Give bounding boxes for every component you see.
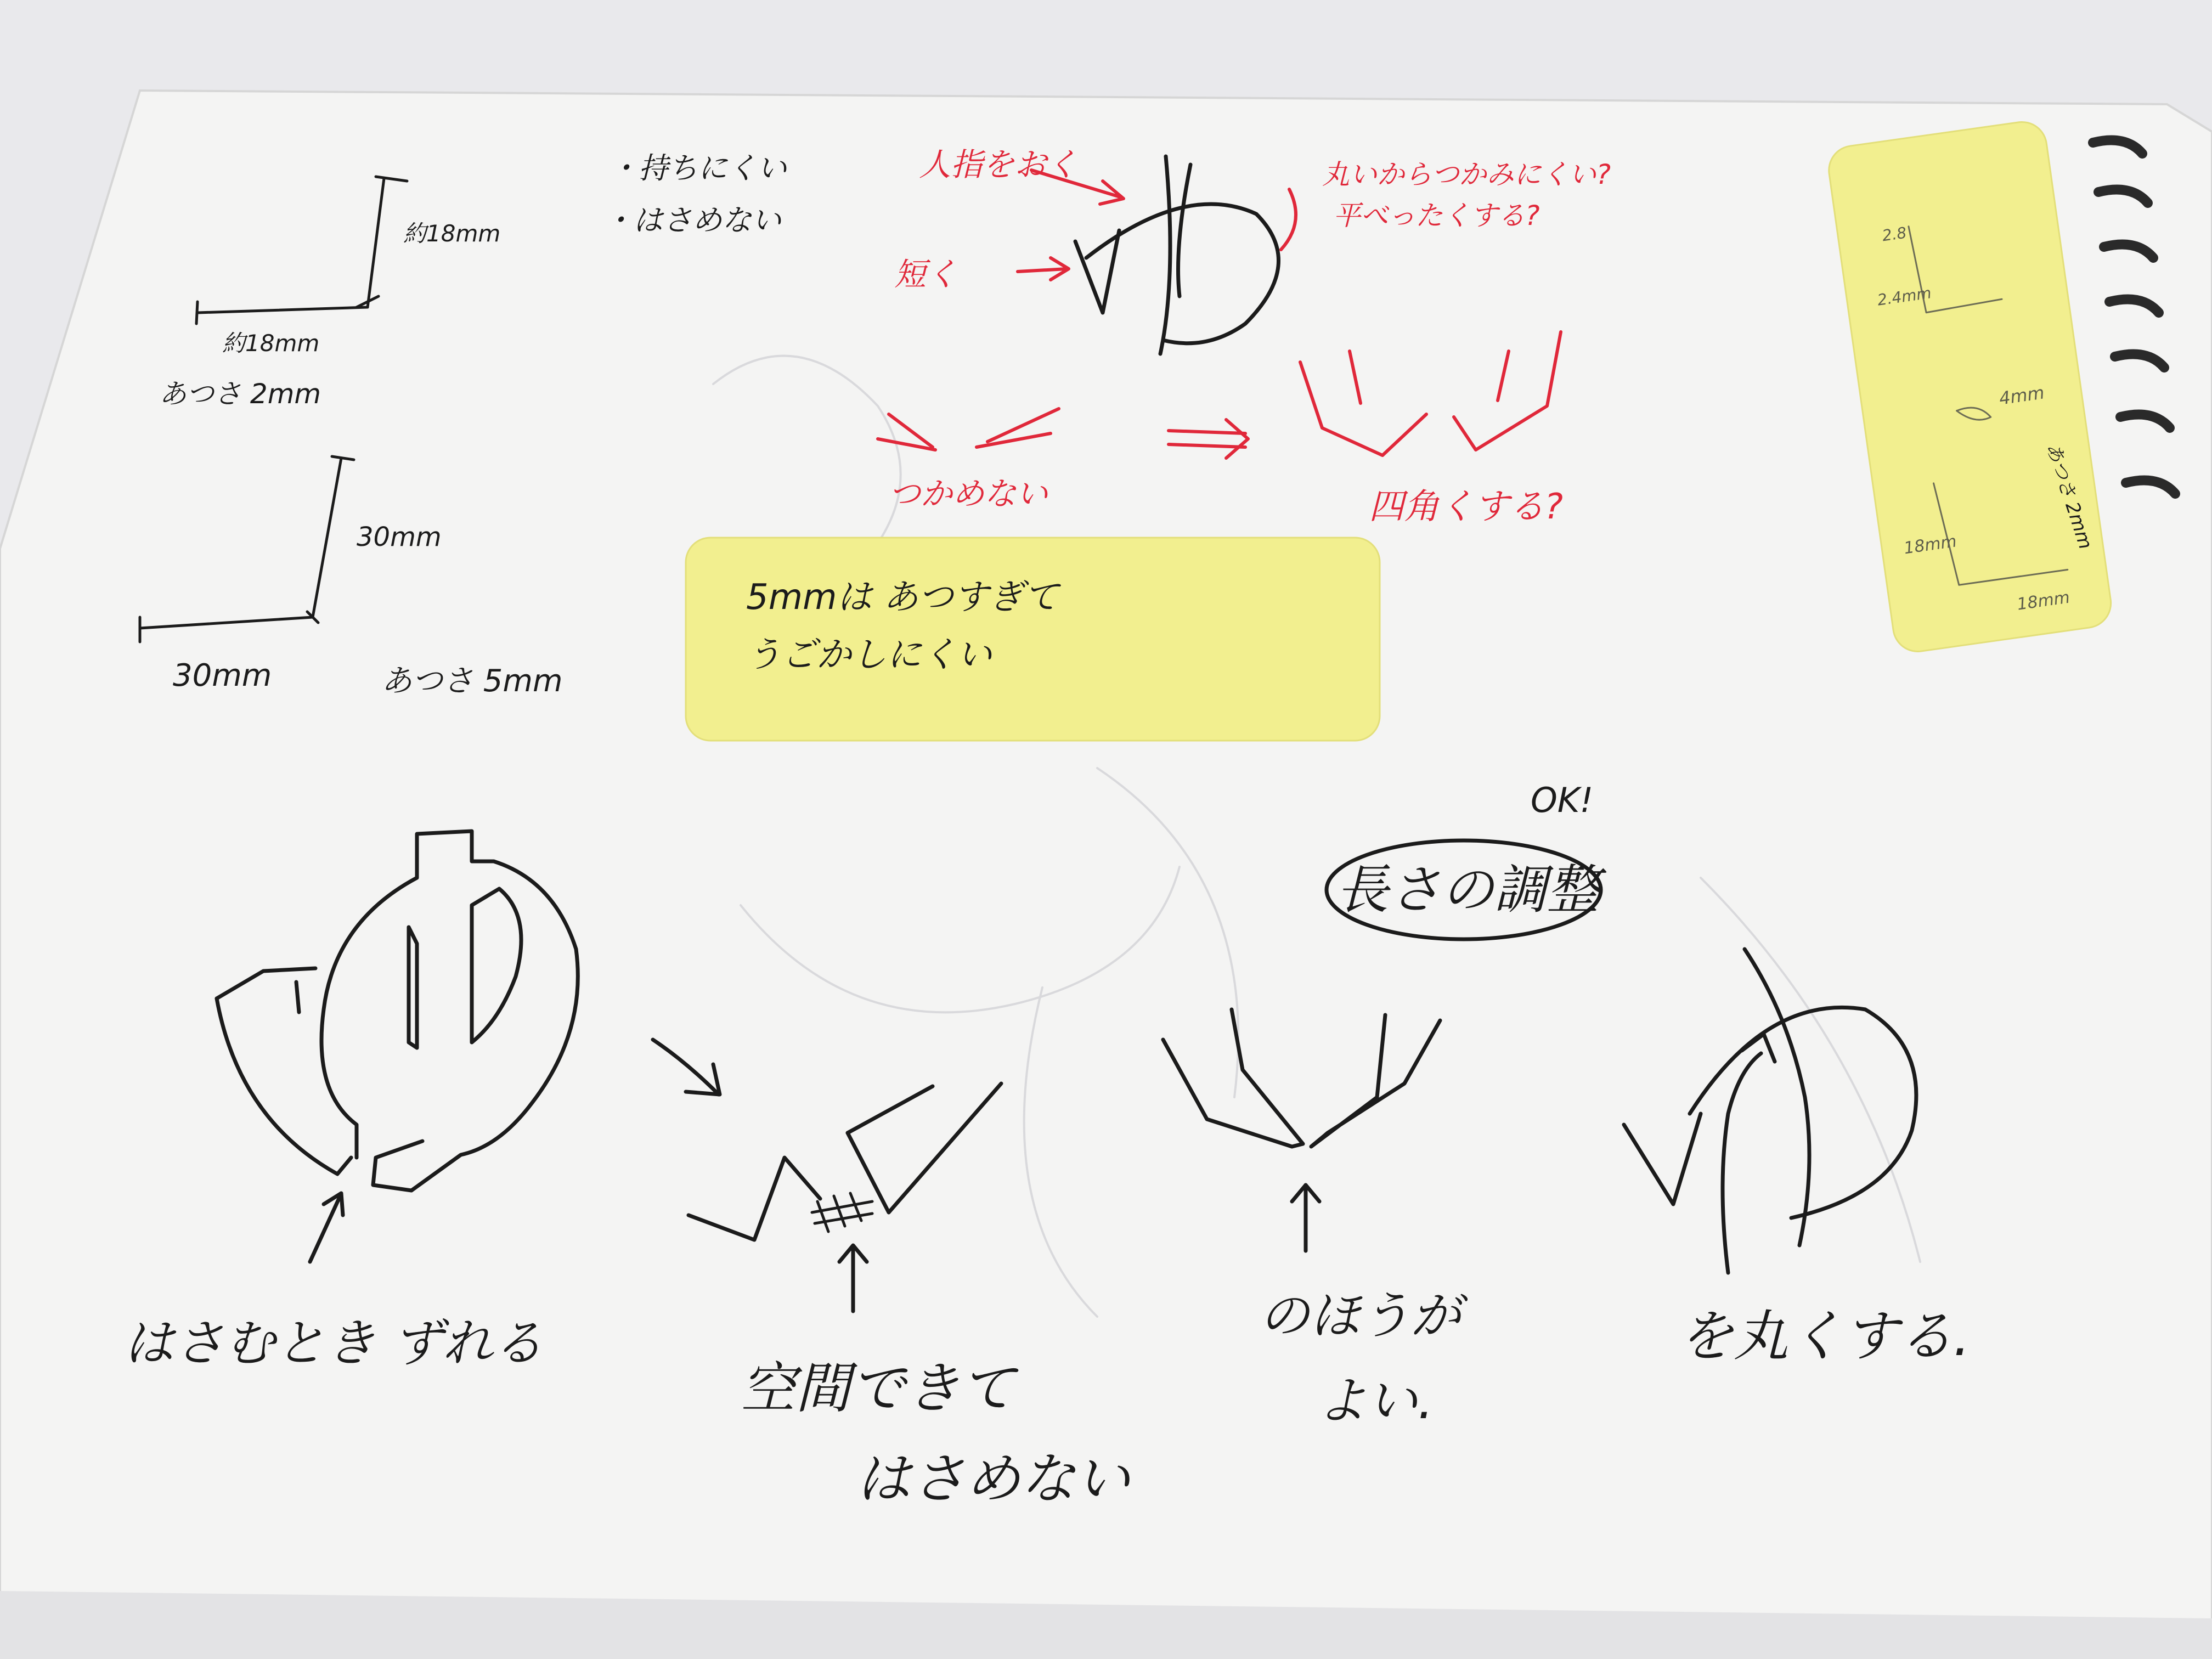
red-round-question-1: 丸いからつかみにくい?: [1322, 159, 1611, 190]
sticky-center-line1: 5mmは あつすぎて: [746, 577, 1059, 618]
dim2-width-label: 30mm: [173, 658, 272, 693]
dim1-thickness-label: あつさ 2mm: [159, 378, 321, 410]
note-make-round: を丸くする.: [1679, 1304, 1971, 1368]
issue-cannot-pinch: ・はさめない: [603, 203, 781, 238]
issue-hard-to-hold: ・持ちにくい: [609, 151, 787, 185]
sticky-right-thickness: あつさ 2mm: [2041, 440, 2097, 552]
sticky-note-center: [686, 538, 1380, 741]
sticky-right-w2: 2.4mm: [1876, 284, 1933, 309]
red-make-square: 四角くする?: [1369, 487, 1563, 527]
sticky-right-w4: 18mm: [2016, 588, 2071, 614]
sticky-right-h1: 18mm: [1903, 532, 1958, 558]
note-gap-forms: 空間できて: [741, 1356, 1015, 1420]
red-shorter: 短く: [894, 256, 958, 293]
dim2-height-label: 30mm: [357, 522, 442, 552]
red-cannot-grip: つかめない: [889, 475, 1048, 512]
sticky-center-line2: うごかしにくい: [746, 635, 992, 675]
sticky-right-w1: 2.8: [1881, 223, 1908, 245]
dim1-height-label: 約18mm: [403, 220, 501, 247]
dim1-width-label: 約18mm: [222, 330, 320, 357]
note-shifts-when-pinching: はさむとき ずれる: [123, 1314, 544, 1373]
dim2-thickness-label: あつさ 5mm: [381, 663, 563, 699]
red-finger-rest: 人指をおく: [919, 146, 1079, 183]
note-length-adjustment: 長さの調整: [1336, 859, 1599, 921]
note-this-way-is: のほうが: [1259, 1286, 1462, 1345]
note-better: よい.: [1317, 1372, 1434, 1430]
sticky-right-w3: 4mm: [1997, 382, 2046, 409]
red-round-question-2: 平べったくする?: [1333, 200, 1540, 232]
note-cannot-pinch-bottom: はさめない: [856, 1447, 1130, 1511]
ok-mark: OK!: [1531, 780, 1594, 820]
